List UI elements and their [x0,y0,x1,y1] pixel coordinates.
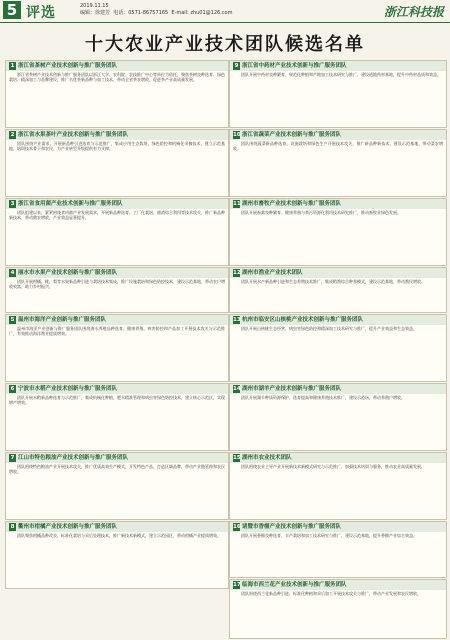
team-description: 团队开展畜禽良种繁育、健康养殖与粪污资源化利用技术研究推广，推动畜牧业绿色发展。 [241,210,401,215]
team-entry [5,198,229,266]
team-description: 浙江省茶树产业技术创新与推广服务团队以浙江大学、农科院、农技推广中心等单位为依托，聚焦茶树良种选育、绿色栽培、精深加工与品牌建设，推广名优茶新品种与加工技术，带动全省茶农增收，促进茶产业高质量发展。 [9,72,225,83]
team-number: 14 [233,386,241,392]
team-number: 5 [10,317,15,323]
team-title [6,199,228,209]
team-title [230,130,446,140]
team-description: 团队聚焦柑橘品种改良、标准化栽培与采后处理技术，推广新技术新模式，建立示范园区，带动柑橘产业提质增效。 [17,533,221,538]
team-title [230,268,446,278]
masthead-meta [80,3,232,16]
team-number: 1 [10,63,15,69]
team-number: 4 [10,270,15,276]
team-name: 杭州市临安区山核桃产业技术创新与推广服务团队 [242,317,364,323]
team-title [230,315,446,325]
team-title [6,268,228,278]
team-description: 团队开展中药材良种繁育、规范化种植和产地加工技术研究与推广，建设道地药材基地，提升中药材品质和效益。 [241,72,441,77]
team-number: 15 [233,455,241,461]
team-description: 团队组建以来，紧紧围绕食用菌产业发展需求，开展新品种选育、工厂化栽培、菌渣综合利用等技术攻关，推广新品种新技术，带动菌农增收，产业效益显著提升。 [9,210,225,221]
team-name: 衢州市柑橘产业技术创新与推广服务团队 [18,524,118,530]
team-number: 6 [10,386,15,392]
team-entry [229,452,447,520]
team-name: 浙江省水果茶叶产业技术创新与推广服务团队 [18,132,129,138]
team-number: 17 [233,582,241,588]
team-title [230,522,446,532]
team-name: 宁波市水稻产业技术创新与推广服务团队 [18,386,118,392]
team-name: 临海市西兰花产业技术创新与推广服务团队 [242,582,347,588]
team-entry [5,60,229,128]
team-title [230,453,446,463]
team-name: 湖州市渔业产业技术团队 [242,270,303,276]
masthead [0,0,450,23]
team-entry [229,198,447,266]
page-number: 5 [3,1,21,19]
team-name: 湖州市湖羊产业技术创新与推广服务团队 [242,386,342,392]
team-description: 团队开展湖羊种质资源保护、选育提高和健康养殖技术推广，建设示范场，带动养殖户增收。 [241,395,405,400]
email: E-mail: zhu01@126.com [171,9,233,16]
page-title: 十大农业产业技术团队候选名单 [85,34,365,55]
team-number: 13 [233,317,241,323]
team-description: 团队围绕农业主导产业开展新技术新模式研究与示范推广，加强技术培训与服务，推动农业高质量发展。 [241,464,425,469]
team-number: 9 [234,63,239,69]
team-number: 3 [10,201,15,207]
team-title [230,61,446,71]
team-entry [229,267,447,313]
team-title [6,61,228,71]
team-name: 浙江省食用菌产业技术创新与推广服务团队 [18,201,123,207]
team-description: 温州市海洋产业创新与推广服务团队围绕海水养殖品种选育、健康养殖、病害防控和产品加工开展技术攻关与示范推广，有效推动海洋渔业提质增效。 [9,326,225,337]
team-entry [229,579,447,639]
team-name: 浙江省中药材产业技术创新与推广服务团队 [242,63,347,69]
team-title [230,384,446,394]
team-description: 团队围绕特色粮油产业开展技术攻关，推广优质高效生产模式，开发特色产品，打造区域品牌，带动产业链延伸和农民增收。 [9,464,225,475]
team-description: 团队围绕蔬菜新品种选育、设施栽培和绿色生产开展技术攻关，推广新品种新技术，建设示范基地，带动菜农增收。 [233,141,443,152]
team-entry [229,60,447,128]
team-number: 11 [233,201,241,207]
team-description: 团队开展柑橘、桃、梨等水果新品种引进与栽培技术集成，推广设施栽培和绿色防控技术，建设示范基地，带动农户增收致富，助力乡村振兴。 [9,279,225,290]
team-entry [5,314,229,382]
team-number: 12 [233,270,241,276]
team-entry [229,129,447,197]
team-entry [5,267,229,313]
team-name: 湖州市农业技术团队 [242,455,292,461]
team-entry [5,452,229,520]
team-title [230,199,446,209]
editor: 编辑：徐建芳 [80,9,111,16]
team-number: 16 [233,524,241,530]
team-number: 7 [10,455,15,461]
paper-name: 浙江科技报 [383,5,444,19]
team-name: 江山市特色粮油产业技术创新与推广服务团队 [18,455,129,461]
team-description: 团队围绕产业需求，开展新品种引进选育与示范推广，集成应用生态栽培、绿色防控和机械化采摘技术，建立示范基地，培训技术骨干和农民，为产业转型升级提供有力支撑。 [9,141,225,152]
team-description: 团队开展山核桃生态经营、病虫害绿色防控和精深加工技术研究与推广，提升产业效益和生态效益。 [241,326,417,331]
team-name: 湖州市畜牧产业技术创新与推广服务团队 [242,201,342,207]
team-title [6,384,228,394]
team-title [6,453,228,463]
team-description: 团队开展水产新品种引进和生态养殖技术推广，集成稻渔综合种养模式，建设示范基地，带动渔民增收。 [241,279,425,284]
issue-date: 2019.11.15 [80,3,109,9]
team-entry [229,314,447,382]
team-entry [5,521,229,589]
team-number: 10 [233,132,241,138]
team-name: 诸暨市香榧产业技术创新与推广服务团队 [242,524,342,530]
team-name: 丽水市水果产业技术创新与推广服务团队 [18,270,118,276]
team-description: 团队开展水稻新品种选育与示范推广，集成机械化种植、肥水精准管理和病虫害绿色防控技术，建立核心示范区，实现增产增效。 [9,395,225,406]
team-description: 团队开展香榧良种选育、丰产栽培和加工技术研究与推广，建设示范基地，提升香榧产业综合效益。 [241,533,417,538]
section-title: 评选 [26,5,56,21]
team-name: 温州市海洋产业创新与推广服务团队 [18,317,107,323]
team-number: 8 [10,524,15,530]
team-title [6,522,228,532]
team-entry [229,383,447,451]
team-entry [229,521,447,578]
team-entry [5,129,229,197]
team-name: 浙江省蔬菜产业技术创新与推广服务团队 [242,132,342,138]
team-entry [5,383,229,451]
team-number: 2 [10,132,15,138]
team-name: 浙江省茶树产业技术创新与推广服务团队 [18,63,118,69]
team-description: 团队围绕西兰花新品种引进、标准化种植和采后加工开展技术攻关与推广，带动产业发展和农民增收。 [241,591,421,596]
team-title [6,315,228,325]
team-title [230,580,446,590]
phone: 电话：0571-86757165 [113,9,169,16]
team-title [6,130,228,140]
